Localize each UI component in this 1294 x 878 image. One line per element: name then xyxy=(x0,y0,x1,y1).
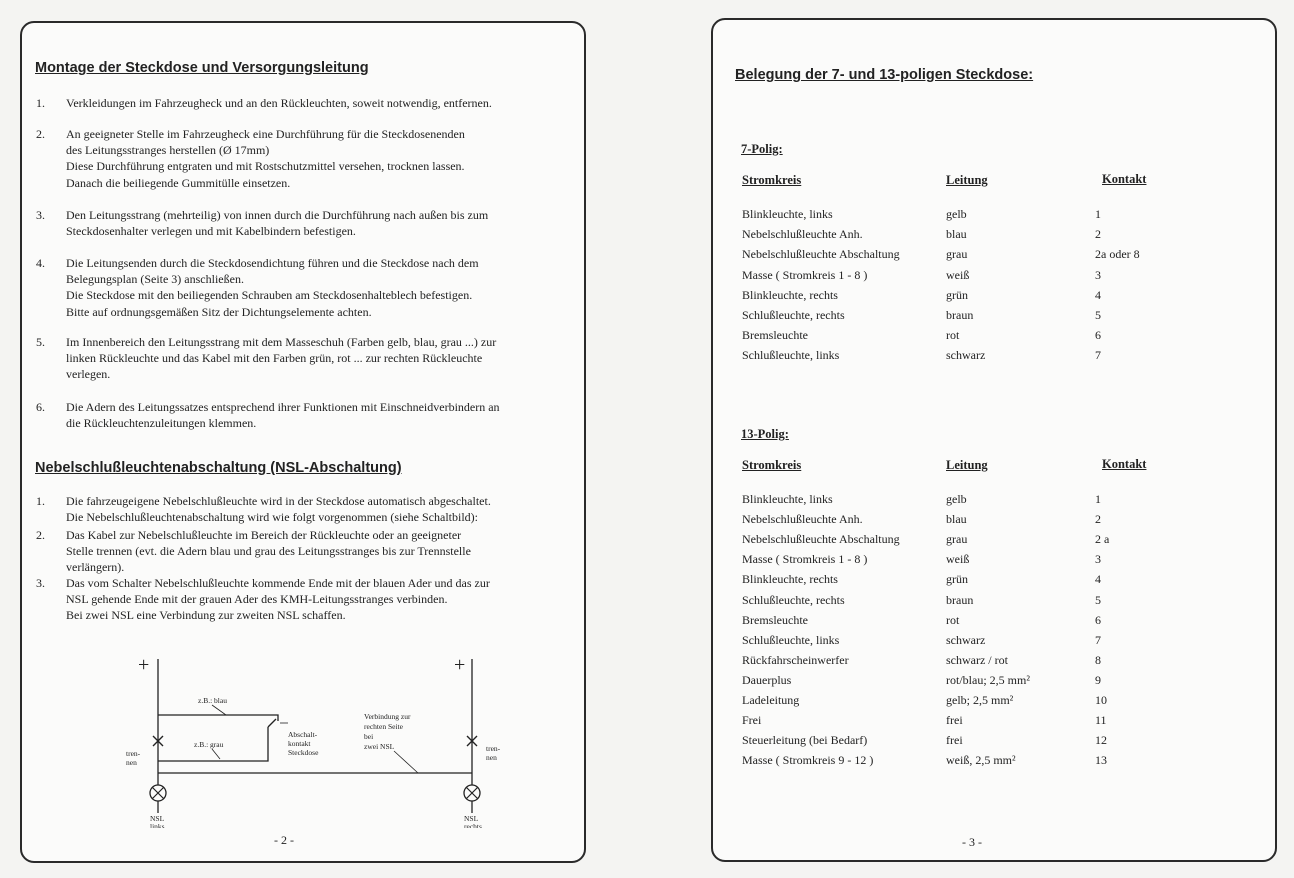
cell-kontakt: 2 a xyxy=(1095,532,1110,547)
cell-stromkreis: Schlußleuchte, links xyxy=(742,632,840,647)
trennen-left-2: nen xyxy=(126,758,137,767)
page-number: - 3 - xyxy=(962,835,982,849)
step-number: 2. xyxy=(36,127,45,141)
table-row xyxy=(713,348,1233,368)
cell-stromkreis: Masse ( Stromkreis 1 - 8 ) xyxy=(742,552,868,567)
verbindung-line-2: rechten Seite xyxy=(364,722,403,731)
verbindung-line-3: bei xyxy=(364,732,374,741)
table-row xyxy=(713,572,1233,592)
step-number: 1. xyxy=(36,96,45,110)
step-number: 1. xyxy=(36,494,45,508)
cell-leitung: gelb xyxy=(946,492,967,506)
table-row xyxy=(713,693,1233,713)
cell-stromkreis: Rückfahrscheinwerfer xyxy=(742,652,849,667)
nsl-title: Nebelschlußleuchtenabschaltung (NSL-Abschaltung) xyxy=(35,460,402,476)
cell-stromkreis: Bremsleuchte xyxy=(742,328,808,343)
nsl-left-1: NSL xyxy=(150,814,165,823)
nsl-wiring-diagram xyxy=(102,653,522,828)
cell-leitung: braun xyxy=(946,592,974,607)
table-row xyxy=(713,268,1233,288)
lamp-icon xyxy=(464,785,480,801)
step-text: Im Innenbereich den Leitungsstrang mit dem Masseschuh (Farben gelb, blau, grau ...) zur linken Rückleuchte und das Kabel mit den Farben grün, rot ... zur rechten Rückleuchte verlegen. xyxy=(66,335,497,382)
page-number: - 2 - xyxy=(274,833,294,847)
cell-stromkreis: Schlußleuchte, rechts xyxy=(742,592,845,607)
abschalt-contact xyxy=(268,719,276,727)
abschalt-line-2: kontakt xyxy=(288,739,311,748)
header-leitung: Leitung xyxy=(946,173,988,187)
table-row xyxy=(713,328,1233,348)
cell-stromkreis: Nebelschlußleuchte Anh. xyxy=(742,512,863,527)
pol13-title: 13-Polig: xyxy=(741,427,789,441)
cell-leitung: grün xyxy=(946,572,968,587)
step-text: Die Leitungsenden durch die Steckdosendichtung führen und die Steckdose nach dem Belegungsplan (Seite 3) anschließen. Die Steckdose mit den beiliegenden Schrauben am Steckdosenhalteblech befestigen. Bitte auf ordnungsgemäßen Sitz der Dichtungselemente achten. xyxy=(66,256,479,319)
verbindung-line-4: zwei NSL xyxy=(364,742,395,751)
nsl-right-1: NSL xyxy=(464,814,479,823)
cell-stromkreis: Nebelschlußleuchte Anh. xyxy=(742,227,863,242)
header-kontakt: Kontakt xyxy=(1102,172,1147,186)
cell-stromkreis: Blinkleuchte, rechts xyxy=(742,572,838,587)
cell-leitung: gelb; 2,5 mm² xyxy=(946,693,1014,707)
table-row xyxy=(713,733,1233,753)
step-text: Den Leitungsstrang (mehrteilig) von innen durch die Durchführung nach außen bis zum Steckdosenhalter verlegen und mit Kabelbindern befestigen. xyxy=(66,208,489,239)
table-row xyxy=(713,753,1233,773)
abschalt-line-3: Steckdose xyxy=(288,748,319,757)
table-row xyxy=(713,512,1233,532)
step-text: Die Adern des Leitungssatzes entsprechend ihrer Funktionen mit Einschneidverbindern an die Rückleuchtenzuleitungen klemmen. xyxy=(66,400,500,431)
cell-stromkreis: Schlußleuchte, rechts xyxy=(742,308,845,322)
cell-leitung: frei xyxy=(946,733,963,748)
cell-kontakt: 4 xyxy=(1095,572,1101,587)
cell-leitung: schwarz xyxy=(946,632,986,647)
cell-leitung: schwarz xyxy=(946,348,986,363)
trennen-right-2: nen xyxy=(486,753,497,762)
cell-kontakt: 13 xyxy=(1095,753,1107,768)
cell-kontakt: 4 xyxy=(1095,287,1101,302)
cell-kontakt: 8 xyxy=(1095,652,1101,667)
cell-leitung: weiß xyxy=(946,267,970,282)
cell-stromkreis: Steuerleitung (bei Bedarf) xyxy=(742,733,868,748)
plus-right: + xyxy=(454,654,466,676)
step-text: Die fahrzeugeigene Nebelschlußleuchte wird in der Steckdose automatisch abgeschaltet. Die Nebelschlußleuchtenabschaltung wird wie folgt vorgenommen (siehe Schaltbild): xyxy=(66,494,491,525)
nsl-right-2: rechts xyxy=(464,822,482,828)
step-text: Das vom Schalter Nebelschlußleuchte kommende Ende mit der blauen Ader und das zur NSL gehende Ende mit der grauen Ader des KMH-Leitungsstranges verbinden. Bei zwei NSL eine Verbindung zur zweiten NSL schaffen. xyxy=(66,576,490,623)
table-row xyxy=(713,288,1233,308)
step-text: Verkleidungen im Fahrzeugheck und an den Rückleuchten, soweit notwendig, entfernen. xyxy=(66,96,492,110)
cell-stromkreis: Nebelschlußleuchte Abschaltung xyxy=(742,247,900,262)
cell-stromkreis: Masse ( Stromkreis 9 - 12 ) xyxy=(742,753,874,768)
cell-kontakt: 7 xyxy=(1095,632,1101,647)
pointer-grau xyxy=(212,749,220,759)
cell-leitung: blau xyxy=(946,227,967,242)
cell-leitung: weiß xyxy=(946,552,970,567)
trennen-left-1: tren- xyxy=(126,749,141,758)
table-row xyxy=(713,308,1233,328)
trennen-right-1: tren- xyxy=(486,744,501,753)
cell-kontakt: 5 xyxy=(1095,308,1101,322)
page-3 xyxy=(711,18,1277,862)
cell-leitung: gelb xyxy=(946,207,967,221)
step-number: 3. xyxy=(36,576,45,590)
cell-leitung: rot xyxy=(946,612,960,627)
table-row xyxy=(713,492,1233,512)
table-row xyxy=(713,247,1233,267)
cell-stromkreis: Nebelschlußleuchte Abschaltung xyxy=(742,532,900,547)
step-text: An geeigneter Stelle im Fahrzeugheck eine Durchführung für die Steckdosenenden des Leitungsstranges herstellen (Ø 17mm) Diese Durchführung entgraten und mit Rostschutzmittel versehen, trocknen lassen. Danach die beiliegende Gummitülle einsetzen. xyxy=(66,127,465,190)
cell-leitung: grau xyxy=(946,247,968,262)
table-row xyxy=(713,713,1233,733)
table-row xyxy=(713,207,1233,227)
cell-leitung: braun xyxy=(946,308,974,322)
header-kontakt: Kontakt xyxy=(1102,457,1147,471)
step-number: 6. xyxy=(36,400,45,414)
step-number: 5. xyxy=(36,335,45,349)
header-leitung: Leitung xyxy=(946,458,988,472)
table-row xyxy=(713,593,1233,613)
cell-kontakt: 2 xyxy=(1095,512,1101,527)
verbindung-line-1: Verbindung zur xyxy=(364,712,411,721)
cell-stromkreis: Blinkleuchte, rechts xyxy=(742,287,838,302)
cell-stromkreis: Blinkleuchte, links xyxy=(742,207,833,221)
cell-kontakt: 6 xyxy=(1095,328,1101,343)
cell-kontakt: 7 xyxy=(1095,348,1101,363)
pointer-verbindung xyxy=(394,751,418,773)
blau-wire xyxy=(158,715,278,721)
cell-stromkreis: Dauerplus xyxy=(742,672,792,687)
table-row xyxy=(713,552,1233,572)
cell-kontakt: 3 xyxy=(1095,552,1101,567)
nsl-left-2: links xyxy=(150,822,165,828)
plus-left: + xyxy=(138,654,150,676)
cell-leitung: weiß, 2,5 mm² xyxy=(946,753,1016,768)
cell-kontakt: 5 xyxy=(1095,592,1101,607)
cell-kontakt: 10 xyxy=(1095,693,1107,707)
cell-kontakt: 2a oder 8 xyxy=(1095,247,1140,262)
label-blau: z.B.: blau xyxy=(198,696,227,705)
cell-stromkreis: Blinkleuchte, links xyxy=(742,492,833,506)
table-row xyxy=(713,227,1233,247)
cell-kontakt: 9 xyxy=(1095,672,1101,687)
cell-leitung: grün xyxy=(946,287,968,302)
cell-kontakt: 1 xyxy=(1095,492,1101,506)
table-row xyxy=(713,673,1233,693)
cell-kontakt: 3 xyxy=(1095,267,1101,282)
header-stromkreis: Stromkreis xyxy=(742,173,802,187)
cell-leitung: frei xyxy=(946,713,963,728)
cell-stromkreis: Schlußleuchte, links xyxy=(742,348,840,363)
cell-stromkreis: Bremsleuchte xyxy=(742,612,808,627)
page-2 xyxy=(20,21,586,863)
step-text: Das Kabel zur Nebelschlußleuchte im Bereich der Rückleuchte oder an geeigneter Stelle trennen (evt. die Adern blau und grau des Leitungsstranges bis zur Trennstelle verlängern). xyxy=(66,528,471,575)
cell-stromkreis: Frei xyxy=(742,713,762,728)
belegung-title: Belegung der 7- und 13-poligen Steckdose: xyxy=(735,67,1034,83)
cell-kontakt: 11 xyxy=(1095,713,1107,728)
cell-kontakt: 2 xyxy=(1095,227,1101,242)
pol7-title: 7-Polig: xyxy=(741,142,783,156)
abschalt-line-1: Abschalt- xyxy=(288,730,318,739)
table-row xyxy=(713,532,1233,552)
cell-kontakt: 12 xyxy=(1095,733,1107,748)
montage-title: Montage der Steckdose und Versorgungsleitung xyxy=(35,60,369,76)
step-number: 4. xyxy=(36,256,45,270)
table-row xyxy=(713,653,1233,673)
cell-kontakt: 6 xyxy=(1095,612,1101,627)
step-number: 3. xyxy=(36,208,45,222)
cell-leitung: blau xyxy=(946,512,967,527)
step-number: 2. xyxy=(36,528,45,542)
cell-leitung: rot xyxy=(946,328,960,343)
header-stromkreis: Stromkreis xyxy=(742,458,802,472)
cell-kontakt: 1 xyxy=(1095,207,1101,221)
pointer-blau xyxy=(212,705,226,715)
cell-leitung: grau xyxy=(946,532,968,547)
cell-stromkreis: Ladeleitung xyxy=(742,693,800,707)
cell-leitung: rot/blau; 2,5 mm² xyxy=(946,672,1030,687)
label-grau: z.B.: grau xyxy=(194,740,224,749)
table-row xyxy=(713,633,1233,653)
lamp-icon xyxy=(150,785,166,801)
table-row xyxy=(713,613,1233,633)
cell-leitung: schwarz / rot xyxy=(946,652,1008,667)
cell-stromkreis: Masse ( Stromkreis 1 - 8 ) xyxy=(742,267,868,282)
